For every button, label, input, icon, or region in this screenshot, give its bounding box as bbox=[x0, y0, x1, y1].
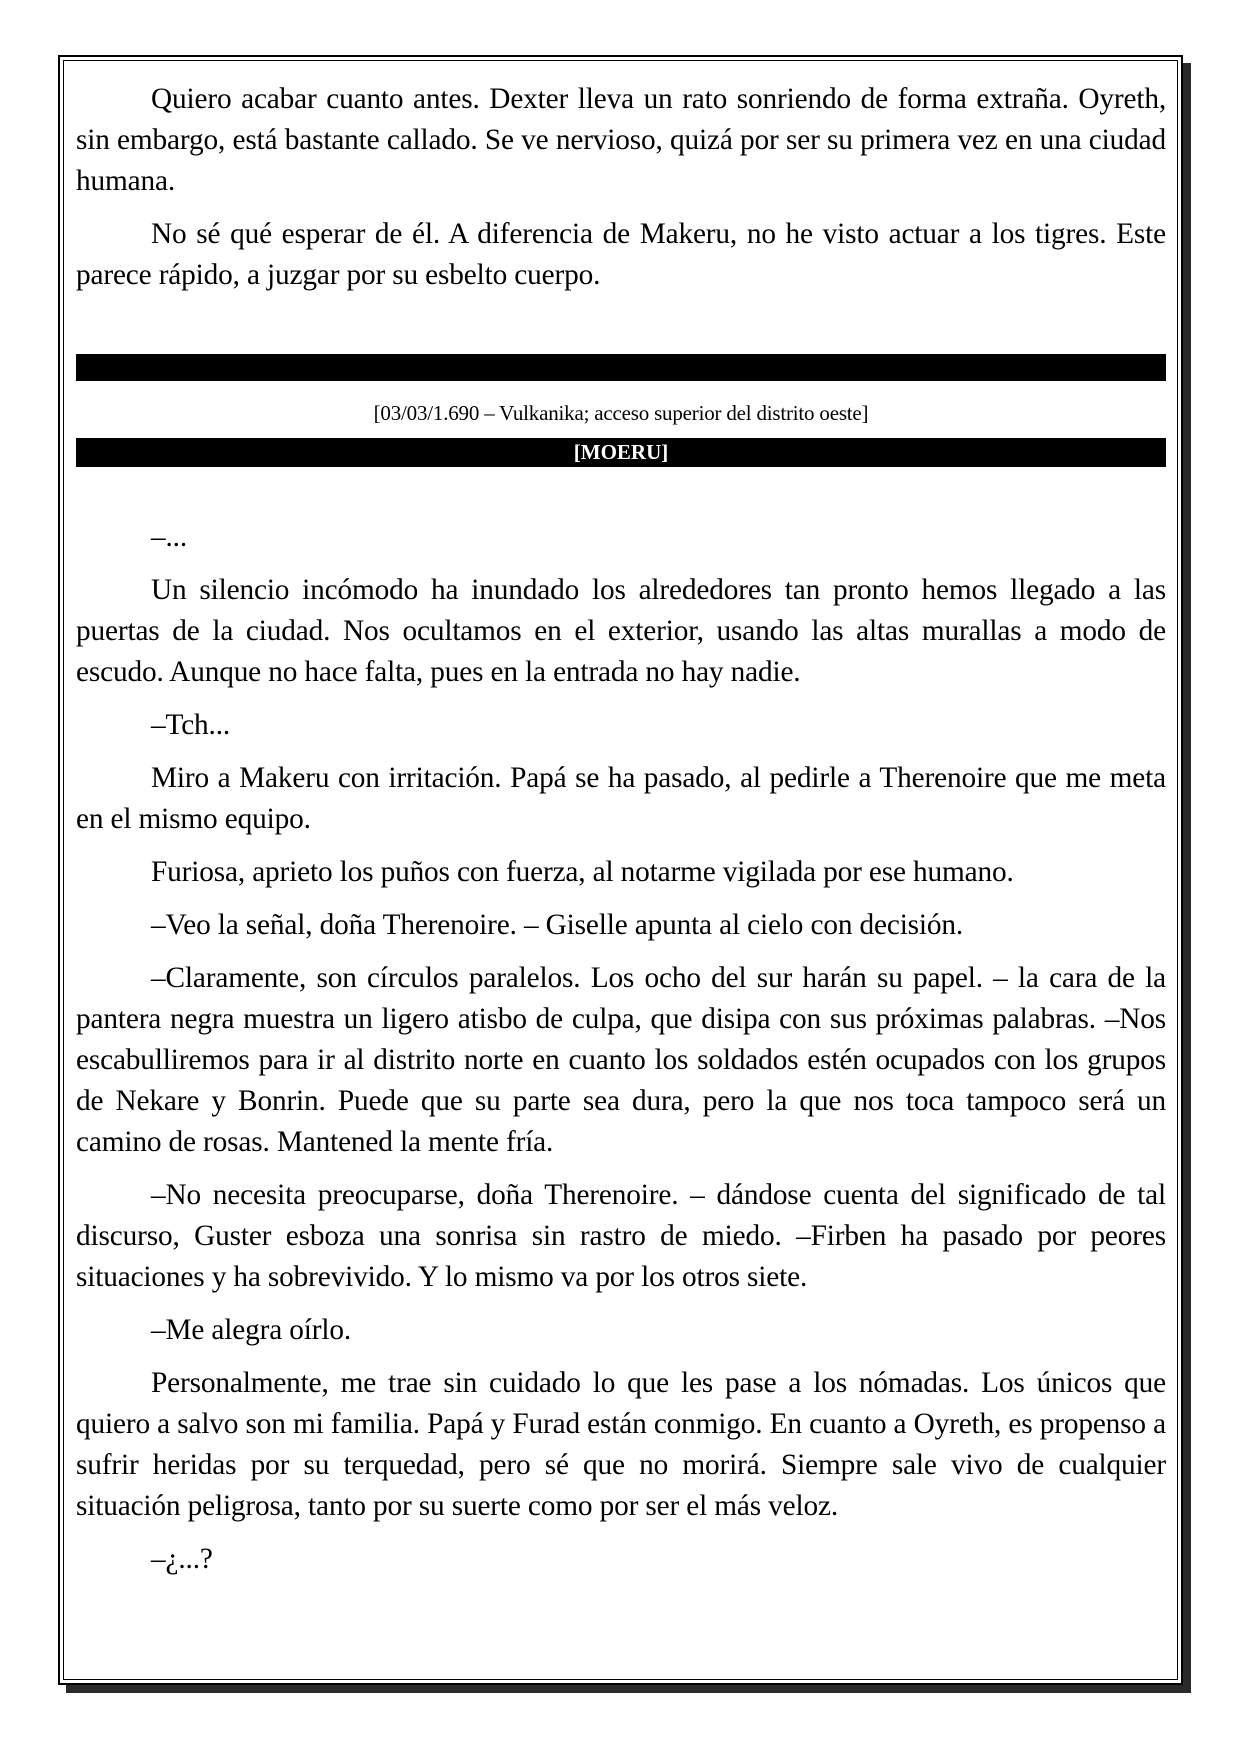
story-paragraph: –Me alegra oírlo. bbox=[151, 1314, 352, 1346]
section-gap bbox=[76, 467, 1166, 517]
story-paragraph: –Claramente, son círculos paralelos. Los ocho del sur harán su papel. – la cara de la pantera negra muestra un ligero atisbo de culpa, que disipa con sus próximas palabras. –Nos escabulliremos para ir al distrito norte en cuanto los soldados estén ocupados con los grupos de Nekare y Bonrin. Puede que su parte sea dura, pero la que nos toca tampoco será un camino de rosas. Mantened la mente fría. bbox=[76, 962, 1166, 1158]
scene-divider-bar bbox=[76, 354, 1166, 381]
story-paragraph: Furiosa, aprieto los puños con fuerza, al notarme vigilada por ese humano. bbox=[151, 856, 1014, 888]
story-paragraph: –¿...? bbox=[151, 1543, 213, 1575]
story-paragraph: Personalmente, me trae sin cuidado lo que les pase a los nómadas. Los únicos que quiero a salvo son mi familia. Papá y Furad están conmigo. En cuanto a Oyreth, es propenso a sufrir heridas por su terquedad, pero sé que no morirá. Siempre sale vivo de cualquier situación peligrosa, tanto por su suerte como por ser el más veloz. bbox=[76, 1367, 1166, 1522]
story-paragraph: –Tch... bbox=[151, 709, 231, 741]
story-paragraph: –... bbox=[151, 521, 188, 553]
story-paragraph: –No necesita preocuparse, doña Therenoire. – dándose cuenta del significado de tal discurso, Guster esboza una sonrisa sin rastro de miedo. –Firben ha pasado por peores situaciones y ha sobrevivido. Y lo mismo va por los otros siete. bbox=[76, 1179, 1166, 1293]
intro-paragraph: No sé qué esperar de él. A diferencia de Makeru, no he visto actuar a los tigres. Este parece rápido, a juzgar por su esbelto cuerpo. bbox=[76, 218, 1166, 291]
section-gap bbox=[76, 308, 1166, 354]
story-paragraph: –Veo la señal, doña Therenoire. – Giselle apunta al cielo con decisión. bbox=[151, 909, 964, 941]
intro-paragraph: Quiero acabar cuanto antes. Dexter lleva un rato sonriendo de forma extraña. Oyreth, sin embargo, está bastante callado. Se ve nervioso, quizá por ser su primera vez en una ciudad humana. bbox=[76, 83, 1166, 197]
scene-header: [03/03/1.690 – Vulkanika; acceso superior del distrito oeste] bbox=[373, 401, 869, 425]
page-content bbox=[76, 79, 1166, 1592]
story-paragraph: Un silencio incómodo ha inundado los alrededores tan pronto hemos llegado a las puertas de la ciudad. Nos ocultamos en el exterior, usando las altas murallas a modo de escudo. Aunque no hace falta, pues en la entrada no hay nadie. bbox=[76, 574, 1166, 688]
narrator-bar: [MOERU] bbox=[76, 438, 1166, 467]
page-frame bbox=[58, 55, 1183, 1685]
story-paragraph: Miro a Makeru con irritación. Papá se ha pasado, al pedirle a Therenoire que me meta en el mismo equipo. bbox=[76, 762, 1166, 835]
